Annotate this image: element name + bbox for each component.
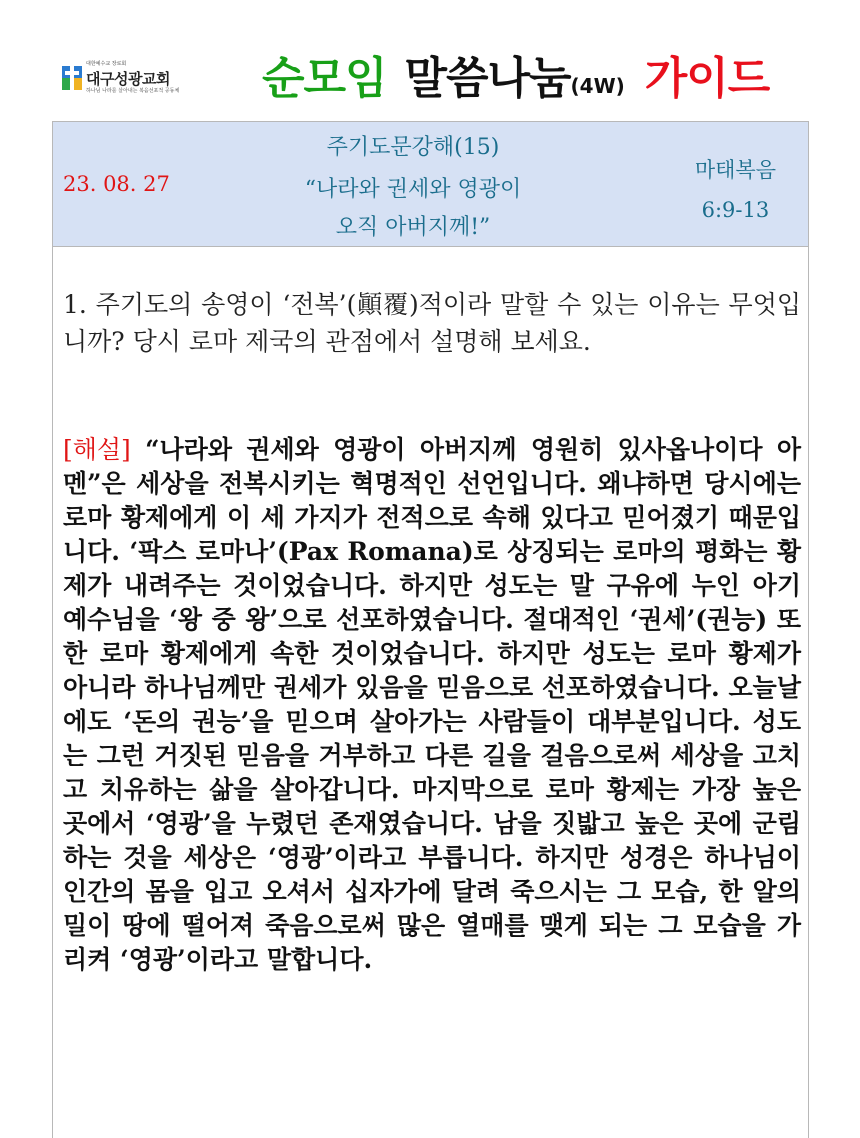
page-title bbox=[262, 42, 769, 106]
book-name: 마태복음 bbox=[694, 158, 776, 182]
scripture-reference bbox=[695, 150, 776, 230]
title-red: 가이드 bbox=[644, 53, 770, 104]
answer-block bbox=[63, 433, 801, 977]
date-label: 23. 08. 27 bbox=[63, 172, 170, 196]
info-band bbox=[53, 122, 808, 247]
church-logo-icon bbox=[62, 62, 82, 90]
logo-church-name: 대구성광교회 bbox=[86, 70, 170, 88]
title-small: (4W) bbox=[570, 74, 625, 98]
answer-label: [해설] bbox=[63, 435, 131, 464]
church-logo bbox=[62, 60, 212, 96]
content-box bbox=[52, 121, 809, 1138]
logo-small-text: 대한예수교 장로회 bbox=[86, 61, 127, 67]
page-header bbox=[0, 0, 860, 120]
question-text: 1. 주기도의 송영이 ‘전복’(顚覆)적이라 말할 수 있는 이유는 무엇입니까? 당시 로마 제국의 관점에서 설명해 보세요. bbox=[63, 290, 801, 356]
series-title: 주기도문강해(15) bbox=[326, 135, 500, 160]
verse-range: 6:9-13 bbox=[701, 198, 770, 222]
title-green: 순모임 bbox=[262, 53, 387, 104]
title-black: 말씀나눔 bbox=[404, 53, 571, 104]
logo-tagline: 하나님 나라를 살아내는 복음선포적 공동체 bbox=[86, 88, 180, 94]
subtitle-line-2: 오직 아버지께!” bbox=[335, 215, 491, 240]
subtitle-line-1: “나라와 권세와 영광이 bbox=[304, 177, 522, 202]
answer-text: “나라와 권세와 영광이 아버지께 영원히 있사옵나이다 아멘”은 세상을 전복시키는 혁명적인 선언입니다. 왜냐하면 당시에는 로마 황제에게 이 세 가지가 전적으로 속해 있다고 믿어졌기 때문입니다. ‘팍스 로마나’(Pax Romana)로 상징되는 로마의 평화는 황제가 내려주는 것이었습니다. 하지만 성도는 말 구유에 누인 아기 예수님을 ‘왕 중 왕’으로 선포하였습니다. 절대적인 ‘권세’(권능) 또한 로마 황제에게 속한 것이었습니다. 하지만 성도는 로마 황제가 아니라 하나님께만 권세가 있음을 믿음으로 선포하였습니다. 오늘날에도 ‘돈의 권능’을 믿으며 살아가는 사람들이 대부분입니다. 성도는 그런 거짓된 믿음을 거부하고 다른 길을 걸음으로써 세상을 고치고 치유하는 삶을 살아갑니다. 마지막으로 로마 황제는 가장 높은 곳에서 ‘영광’을 누렸던 존재였습니다. 남을 짓밟고 높은 곳에 군림하는 것을 세상은 ‘영광’이라고 부릅니다. 하지만 성경은 하나님이 인간의 몸을 입고 오셔서 십자가에 달려 죽으시는 그 모습, 한 알의 밀이 땅에 떨어져 죽음으로써 많은 열매를 맺게 되는 그 모습을 가리켜 ‘영광’이라고 말합니다. bbox=[63, 435, 801, 974]
series-block bbox=[253, 122, 573, 246]
